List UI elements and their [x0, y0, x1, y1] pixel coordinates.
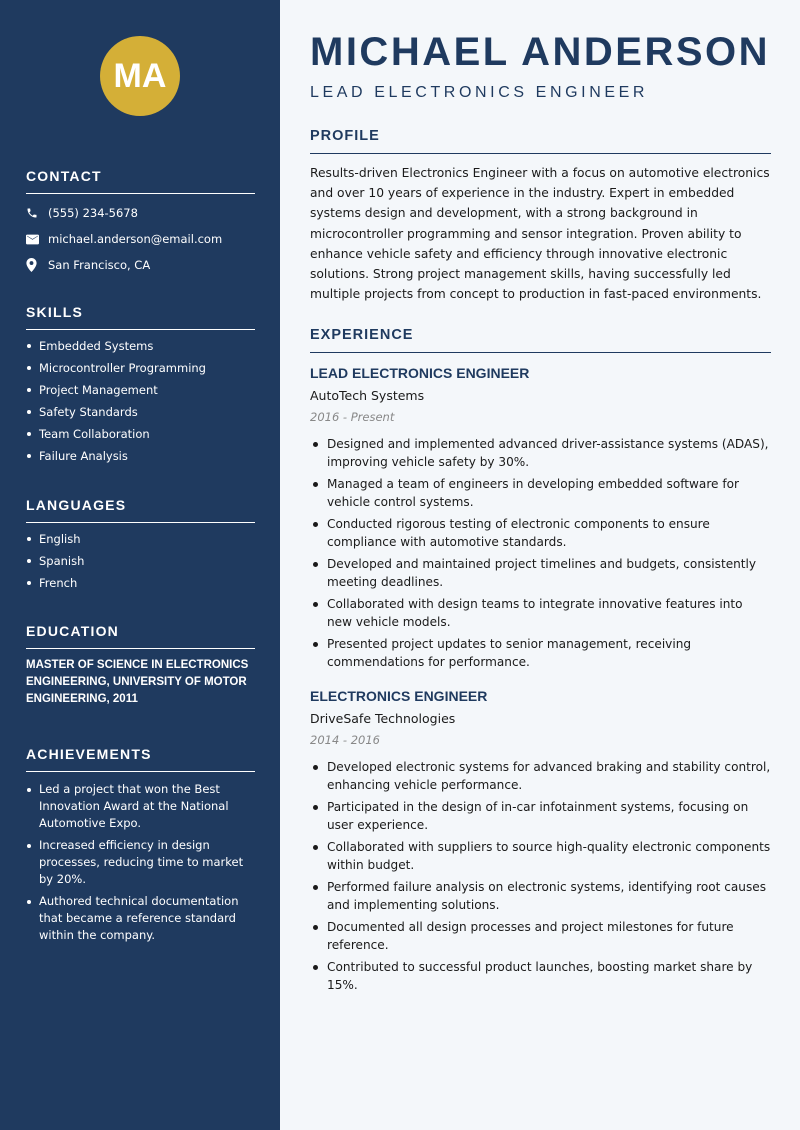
list-item: Conducted rigorous testing of electronic components to ensure compliance with automotive standards.	[310, 515, 771, 551]
email-icon	[26, 234, 48, 245]
experience-entry	[310, 365, 771, 675]
skills-section	[26, 304, 255, 467]
list-item: Spanish	[26, 550, 255, 572]
location-pin-icon	[26, 258, 48, 272]
experience-heading: EXPERIENCE	[310, 327, 771, 353]
person-name: MICHAEL ANDERSON	[310, 30, 771, 74]
list-item: Team Collaboration	[26, 423, 255, 445]
list-item: Developed and maintained project timelines and budgets, consistently meeting deadlines.	[310, 555, 771, 591]
list-item: Project Management	[26, 379, 255, 401]
education-section	[26, 623, 255, 708]
contact-phone	[26, 200, 255, 226]
company-name: AutoTech Systems	[310, 388, 425, 403]
sidebar	[0, 0, 280, 1130]
profile-text: Results-driven Electronics Engineer with a focus on automotive electronics and over 10 years of experience in the industry. Expert in embedded systems design and development, with a strong background in microcontroller programming and sensor integration. Proven ability to enhance vehicle safety and efficiency through innovative electronic solutions. Strong project management skills, having successfully led multiple projects from concept to production in fast-paced environments.	[310, 166, 770, 302]
contact-location	[26, 252, 255, 278]
experience-entry	[310, 688, 771, 998]
list-item: Developed electronic systems for advanced braking and stability control, enhancing vehicle performance.	[310, 758, 771, 794]
languages-heading: LANGUAGES	[26, 497, 255, 523]
job-bullets	[310, 435, 771, 671]
list-item: Documented all design processes and project milestones for future reference.	[310, 918, 771, 954]
job-dates: 2014 - 2016	[310, 733, 380, 747]
contact-section	[26, 168, 255, 278]
company-name: DriveSafe Technologies	[310, 711, 456, 726]
list-item: Performed failure analysis on electronic systems, identifying root causes and implementing solutions.	[310, 878, 771, 914]
list-item: Authored technical documentation that became a reference standard within the company.	[26, 893, 255, 944]
location-text: San Francisco, CA	[48, 258, 151, 272]
list-item: Contributed to successful product launches, boosting market share by 15%.	[310, 958, 771, 994]
list-item: Failure Analysis	[26, 445, 255, 467]
languages-section	[26, 497, 255, 594]
skills-heading: SKILLS	[26, 304, 255, 330]
list-item: Microcontroller Programming	[26, 357, 255, 379]
achievements-heading: ACHIEVEMENTS	[26, 746, 255, 772]
list-item: Participated in the design of in-car infotainment systems, focusing on user experience.	[310, 798, 771, 834]
languages-list	[26, 528, 255, 594]
job-title: ELECTRONICS ENGINEER	[310, 688, 488, 704]
education-heading: EDUCATION	[26, 623, 255, 649]
list-item: Led a project that won the Best Innovation Award at the National Automotive Expo.	[26, 781, 255, 832]
list-item: Collaborated with design teams to integrate innovative features into new vehicle models.	[310, 595, 771, 631]
achievements-list	[26, 781, 255, 944]
phone-icon	[26, 207, 48, 219]
skills-list	[26, 335, 255, 467]
avatar: MA	[100, 36, 180, 116]
list-item: Designed and implemented advanced driver-assistance systems (ADAS), improving vehicle safety by 30%.	[310, 435, 771, 471]
list-item: Managed a team of engineers in developing embedded software for vehicle control systems.	[310, 475, 771, 511]
profile-heading: PROFILE	[310, 128, 771, 154]
list-item: Embedded Systems	[26, 335, 255, 357]
email-text: michael.anderson@email.com	[48, 232, 223, 246]
job-bullets	[310, 758, 771, 994]
contact-email	[26, 226, 255, 252]
job-title: LEAD ELECTRONICS ENGINEER	[310, 365, 530, 381]
phone-text: (555) 234-5678	[48, 206, 138, 220]
list-item: French	[26, 572, 255, 594]
list-item: Presented project updates to senior management, receiving commendations for performance.	[310, 635, 771, 671]
job-dates: 2016 - Present	[310, 410, 395, 424]
achievements-section	[26, 746, 255, 949]
education-text: MASTER OF SCIENCE IN ELECTRONICS ENGINEERING, UNIVERSITY OF MOTOR ENGINEERING, 2011	[26, 659, 249, 705]
list-item: Safety Standards	[26, 401, 255, 423]
list-item: English	[26, 528, 255, 550]
job-title-header: LEAD ELECTRONICS ENGINEER	[310, 84, 649, 101]
contact-heading: CONTACT	[26, 168, 255, 194]
list-item: Collaborated with suppliers to source high-quality electronic components within budget.	[310, 838, 771, 874]
list-item: Increased efficiency in design processes, reducing time to market by 20%.	[26, 837, 255, 888]
